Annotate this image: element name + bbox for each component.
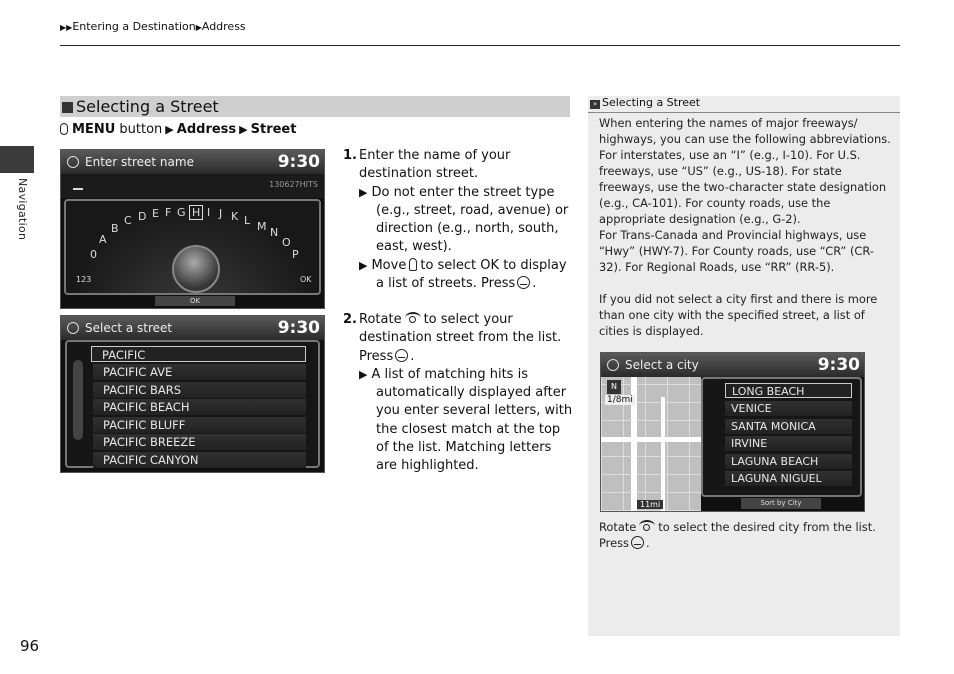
screen-title-bar	[61, 150, 324, 174]
key[interactable]: G	[177, 206, 186, 219]
key[interactable]: F	[165, 206, 172, 219]
key[interactable]: B	[111, 222, 119, 235]
key[interactable]: D	[138, 210, 147, 223]
key[interactable]: L	[244, 214, 251, 227]
note-text: Do not enter the street type (e.g., street, road, avenue) or direction (e.g., north, south, east, west).	[371, 184, 569, 255]
clock: 9:30	[817, 355, 860, 375]
key[interactable]: K	[231, 210, 239, 223]
list-item[interactable]: PACIFIC	[91, 346, 306, 362]
map-road	[601, 437, 701, 442]
list-item[interactable]: PACIFIC CANYON	[93, 452, 306, 468]
step-text-part: Rotate	[359, 312, 402, 327]
note-body	[599, 115, 891, 339]
note-paragraph: For Trans-Canada and Provincial highways, use “Hwy” (HWY-7). For County roads, use “CR” (CR-32). For Regional Roads, use “RR” (RR-5).	[599, 228, 874, 274]
clock: 9:30	[277, 152, 320, 172]
section-heading	[60, 96, 570, 117]
note-paragraph: If you did not select a city first and there is more than one city with the specified street, a list of cities is displayed.	[599, 292, 878, 338]
note-paragraph: When entering the names of major freeways/ highways, you can use the following abbreviations. For interstates, use an “I” (e.g., I-10). For U.S. freeways, use “US” (e.g., US-18). For state freeways, use the two-character state designation (e.g., CA-101). For county roads, use the appropriate designation (e.g., G-2).	[599, 116, 891, 226]
breadcrumb-arrow-icon: ▶	[195, 23, 202, 32]
square-bullet-icon	[62, 102, 73, 113]
list-item[interactable]: PACIFIC BARS	[93, 382, 306, 398]
path-arrow-icon: ▶	[165, 123, 174, 136]
press-dial-icon	[517, 276, 530, 289]
key[interactable]: N	[270, 226, 279, 239]
list-item[interactable]: PACIFIC BLUFF	[93, 417, 306, 433]
letter-wheel[interactable]	[64, 199, 321, 295]
hit-count: 130627HITS	[269, 180, 318, 189]
map-scale: 1/8mi	[607, 395, 633, 405]
key[interactable]: O	[282, 236, 291, 249]
path-arrow-icon: ▶	[239, 123, 248, 136]
note-text: Move	[371, 257, 407, 273]
note-text: A list of matching hits is automatically displayed after you enter several letters, with the closest match at the top of the list. Matching letters are highlighted.	[371, 366, 573, 474]
select-city-screen	[600, 352, 865, 512]
step-note	[359, 184, 573, 257]
step-note: ▶ Move to select OK to display a list of streets. Press .	[359, 257, 567, 292]
note-text: Rotate	[599, 520, 637, 534]
map-view[interactable]	[601, 377, 701, 511]
key[interactable]: A	[99, 233, 107, 246]
home-icon	[67, 322, 79, 334]
step-note	[359, 366, 573, 476]
key-highlighted[interactable]: H	[189, 205, 203, 220]
list-item[interactable]: VENICE	[725, 401, 852, 416]
home-icon	[67, 156, 79, 168]
bullet-arrow-icon: ▶	[359, 185, 368, 199]
list-item[interactable]: PACIFIC AVE	[93, 364, 306, 380]
breadcrumb-item[interactable]: Address	[201, 20, 246, 33]
step-number: 2.	[343, 312, 357, 327]
list-item[interactable]: PACIFIC BEACH	[93, 399, 306, 415]
select-street-screen	[60, 315, 325, 473]
map-road	[661, 397, 665, 512]
step-number: 1.	[343, 148, 357, 163]
bullet-arrow-icon: ▶	[359, 258, 368, 272]
screen-title: Enter street name	[85, 155, 194, 169]
bullet-arrow-icon: ▶	[359, 367, 368, 381]
breadcrumb-item[interactable]: Entering a Destination	[72, 20, 196, 33]
note-title: Selecting a Street	[602, 96, 701, 109]
joystick-move-icon	[409, 258, 417, 271]
interface-dial-icon	[172, 245, 220, 293]
ok-label: OK	[189, 297, 201, 305]
side-tab-marker	[0, 146, 34, 173]
step-text: Rotate to select your destination street from the list. Press .	[359, 312, 562, 364]
city-list	[701, 377, 862, 497]
ok-bar[interactable]	[155, 296, 235, 306]
key[interactable]: E	[152, 207, 159, 220]
street-label: Street	[250, 122, 297, 137]
note-footer: Rotate to select the desired city from the list. Press .	[599, 520, 876, 550]
key[interactable]: 0	[90, 248, 97, 261]
list-item[interactable]: LAGUNA NIGUEL	[725, 471, 852, 486]
step-1	[343, 147, 573, 293]
screen-title-bar	[61, 316, 324, 340]
press-dial-icon	[395, 349, 408, 362]
breadcrumb	[60, 20, 246, 33]
screen-title-bar	[601, 353, 864, 377]
screen-title: Select a street	[85, 321, 173, 335]
note-text: Press	[599, 536, 629, 550]
key[interactable]: I	[207, 206, 211, 219]
page-number: 96	[20, 637, 40, 655]
step-text-part: to select your destination street from the list. Press	[359, 312, 562, 364]
sort-by-city-button[interactable]	[741, 498, 821, 509]
voice-icon	[60, 123, 68, 135]
side-label: Navigation	[16, 178, 29, 241]
ok-text: OK	[480, 257, 500, 273]
note-text: to display a list of streets. Press	[376, 257, 567, 292]
ok-key[interactable]: OK	[300, 275, 312, 284]
key[interactable]: P	[292, 248, 299, 261]
home-icon	[607, 359, 619, 371]
street-list	[65, 340, 320, 468]
sort-label: Sort by City	[760, 499, 802, 507]
list-item[interactable]: LAGUNA BEACH	[725, 454, 852, 469]
list-item[interactable]: PACIFIC BREEZE	[93, 434, 306, 450]
note-heading	[588, 96, 900, 113]
menu-path	[60, 122, 296, 137]
key[interactable]: M	[257, 220, 267, 233]
menu-label: MENU	[72, 122, 116, 137]
section-title: Selecting a Street	[76, 97, 219, 116]
header-divider	[60, 45, 900, 46]
distance-readout: 11mi	[637, 500, 663, 509]
clock: 9:30	[277, 318, 320, 338]
step-2	[343, 311, 573, 476]
address-label: Address	[176, 122, 237, 137]
rotate-dial-icon	[405, 312, 421, 324]
list-item[interactable]: LONG BEACH	[725, 383, 852, 398]
north-arrow-icon: N	[607, 380, 621, 394]
note-text: to select the desired city from the list.	[658, 520, 876, 534]
enter-street-screen	[60, 149, 325, 309]
key[interactable]: C	[124, 214, 132, 227]
note-text: to select	[420, 257, 477, 273]
note-icon: »	[590, 100, 600, 109]
list-item[interactable]: SANTA MONICA	[725, 419, 852, 434]
text-cursor	[73, 188, 83, 190]
breadcrumb-arrow-icon: ▶▶	[60, 23, 73, 32]
step-text: Enter the name of your destination street.	[359, 148, 511, 182]
list-scrollbar[interactable]	[73, 360, 83, 440]
screen-title: Select a city	[625, 358, 699, 372]
rotate-dial-icon	[639, 520, 655, 532]
key[interactable]: J	[219, 207, 223, 220]
button-label: button	[119, 122, 163, 137]
list-item[interactable]: IRVINE	[725, 436, 852, 451]
press-dial-icon	[631, 536, 644, 549]
numbers-key[interactable]: 123	[76, 275, 92, 284]
